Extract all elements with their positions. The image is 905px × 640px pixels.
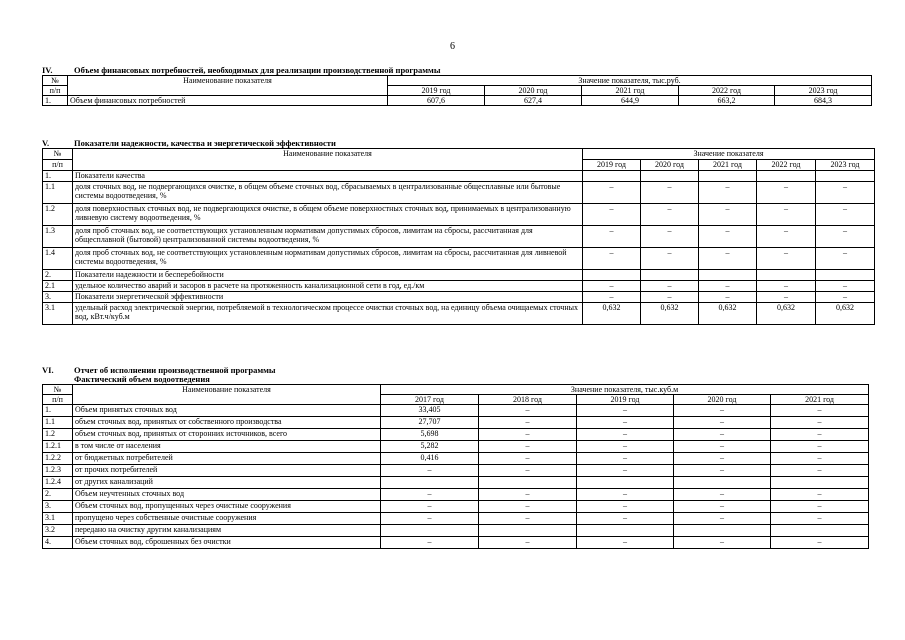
row-value: – [479,417,577,429]
row-value: – [381,537,479,549]
row-value: – [381,513,479,525]
row-value: – [816,292,875,303]
header-indicator-value: Значение показателя, тыс.куб.м [381,385,869,395]
row-value [381,525,479,537]
row-value: – [577,441,674,453]
row-name: объем сточных вод, принятых от собственного производства [73,417,381,429]
header-indicator-name: Наименование показателя [73,385,381,405]
row-value: – [674,489,771,501]
row-value: – [583,292,641,303]
row-value: – [757,281,816,292]
row-name: Показатели качества [73,171,583,182]
header-year: 2022 год [757,160,816,171]
row-value: 0,632 [699,303,757,325]
row-number: 1. [43,171,73,182]
row-value: – [583,204,641,226]
row-value: – [699,281,757,292]
row-value: – [699,204,757,226]
row-value [577,477,674,489]
row-name: Объем сточных вод, пропущенных через очистные сооружения [73,501,381,513]
row-value: – [757,248,816,270]
row-value: – [479,405,577,417]
header-year: 2021 год [582,86,679,96]
row-value: – [641,248,699,270]
row-value: – [583,226,641,248]
table-row [43,537,869,549]
row-value: – [381,501,479,513]
row-value: – [641,182,699,204]
row-value: – [674,429,771,441]
header-number: № [43,385,73,395]
row-value: – [699,182,757,204]
row-value [583,270,641,281]
row-value [641,270,699,281]
row-value: – [577,537,674,549]
row-value: 0,632 [583,303,641,325]
row-value [381,477,479,489]
row-value [771,477,869,489]
row-name: доля проб сточных вод, не соответствующих установленным нормативам допустимых сбросов, лимитам на сбросы, рассчитанная для общесплавной (бытовой) централизованной системы водоотведения, % [73,226,583,248]
row-name: Объем принятых сточных вод [73,405,381,417]
row-value [757,171,816,182]
row-value: – [771,453,869,465]
row-value: – [583,281,641,292]
row-value: – [699,292,757,303]
row-value: 684,3 [775,96,872,106]
row-value: 644,9 [582,96,679,106]
row-value: – [479,513,577,525]
row-number: 2. [43,489,73,501]
row-value: 5,282 [381,441,479,453]
table-row [43,303,875,325]
row-number: 2.1 [43,281,73,292]
header-year: 2020 год [641,160,699,171]
row-value: 27,707 [381,417,479,429]
row-value: – [674,537,771,549]
row-name: Объем неучтенных сточных вод [73,489,381,501]
table-row [43,501,869,513]
header-year: 2021 год [699,160,757,171]
row-value: – [577,453,674,465]
section-number: V. [42,138,50,148]
row-name: доля проб сточных вод, не соответствующих установленным нормативам допустимых сбросов, лимитам на сбросы, рассчитанная для ливневой системы водоотведения, % [73,248,583,270]
row-value: – [771,501,869,513]
row-value: – [771,429,869,441]
row-value: – [479,441,577,453]
reliability-quality-table [42,148,875,325]
row-value [479,525,577,537]
row-value: – [479,465,577,477]
row-value: 33,405 [381,405,479,417]
row-value: – [381,489,479,501]
row-value [771,525,869,537]
header-number: № [43,149,73,160]
row-value: – [577,417,674,429]
row-name: удельный расход электрической энергии, потребляемой в технологическом процессе очистки сточных вод, на единицу объема очищаемых сточных вод, кВт.ч/куб.м [73,303,583,325]
row-value [816,171,875,182]
row-value: – [479,453,577,465]
row-value: – [699,248,757,270]
row-value [674,477,771,489]
page-number: 6 [450,41,455,52]
row-number: 3. [43,292,73,303]
row-value: – [479,537,577,549]
section-title-text: Показатели надежности, качества и энергетической эффективности [74,138,336,148]
header-year: 2021 год [771,395,869,405]
header-year: 2022 год [679,86,775,96]
header-indicator-name: Наименование показателя [68,76,388,96]
header-year: 2020 год [485,86,582,96]
header-year: 2023 год [816,160,875,171]
row-name: Показатели энергетической эффективности [73,292,583,303]
header-year: 2018 год [479,395,577,405]
row-value: 0,632 [641,303,699,325]
row-value: – [816,281,875,292]
row-value [641,171,699,182]
row-value: – [641,226,699,248]
header-year: 2023 год [775,86,872,96]
row-name: от прочих потребителей [73,465,381,477]
section-title [42,139,875,148]
section-financial-needs [42,66,872,106]
row-number: 1.2 [43,429,73,441]
row-name: передано на очистку другим канализациям [73,525,381,537]
table-row [43,182,875,204]
row-number: 3. [43,501,73,513]
table-row [43,405,869,417]
row-value: – [479,501,577,513]
row-value: – [771,441,869,453]
row-value [699,270,757,281]
table-row [43,453,869,465]
row-value: – [816,248,875,270]
section-title-text: Отчет об исполнении производственной программы [74,365,276,375]
row-value [816,270,875,281]
row-value: – [674,513,771,525]
row-name: от других канализаций [73,477,381,489]
row-value: – [577,513,674,525]
row-value: – [583,248,641,270]
table-row [43,292,875,303]
table-row [43,226,875,248]
table-row [43,204,875,226]
table-row [43,525,869,537]
row-value [577,525,674,537]
table-row [43,248,875,270]
row-number: 1.4 [43,248,73,270]
row-value: – [771,513,869,525]
row-value: – [757,204,816,226]
row-name: от бюджетных потребителей [73,453,381,465]
row-value: – [757,292,816,303]
header-number-pp: п/п [43,395,73,405]
row-value: – [771,489,869,501]
row-value [699,171,757,182]
table-row [43,477,869,489]
row-value: 0,416 [381,453,479,465]
section-subtitle: Фактический объем водоотведения [74,374,210,384]
header-year: 2017 год [381,395,479,405]
row-value: – [381,465,479,477]
row-value: – [583,182,641,204]
row-number: 1. [43,405,73,417]
row-value: – [577,501,674,513]
table-row [43,417,869,429]
row-name: Объем финансовых потребностей [68,96,388,106]
row-name: Показатели надежности и бесперебойности [73,270,583,281]
row-number: 1.3 [43,226,73,248]
row-number: 1.1 [43,182,73,204]
header-year: 2020 год [674,395,771,405]
row-value: 0,632 [757,303,816,325]
row-value [583,171,641,182]
row-value: – [816,182,875,204]
header-indicator-value: Значение показателя [583,149,875,160]
row-number: 2. [43,270,73,281]
row-value: – [577,429,674,441]
header-indicator-value: Значение показателя, тыс.руб. [388,76,872,86]
row-value: – [641,292,699,303]
row-value: – [479,489,577,501]
row-number: 1.2.1 [43,441,73,453]
table-row [43,96,872,106]
header-year: 2019 год [577,395,674,405]
row-number: 1. [43,96,68,106]
row-number: 1.1 [43,417,73,429]
row-value [674,525,771,537]
row-number: 4. [43,537,73,549]
row-value: – [757,182,816,204]
header-year: 2019 год [388,86,485,96]
row-value: – [771,417,869,429]
row-value: – [771,405,869,417]
row-value: – [771,465,869,477]
section-number: IV. [42,65,53,75]
row-value: – [674,405,771,417]
row-name: объем сточных вод, принятых от сторонних источников, всего [73,429,381,441]
table-row [43,281,875,292]
table-row [43,441,869,453]
table-row [43,429,869,441]
row-number: 1.2.3 [43,465,73,477]
header-number-pp: п/п [43,86,68,96]
section-number: VI. [42,365,54,375]
row-value: – [816,226,875,248]
section-reliability-quality [42,139,875,325]
row-value: 627,4 [485,96,582,106]
row-value: – [699,226,757,248]
header-number: № [43,76,68,86]
row-number: 1.2.4 [43,477,73,489]
financial-needs-table [42,75,872,106]
row-name: пропущено через собственные очистные сооружения [73,513,381,525]
row-name: Объем сточных вод, сброшенных без очистки [73,537,381,549]
row-name: в том числе от населения [73,441,381,453]
row-value: – [674,441,771,453]
row-value: – [771,537,869,549]
row-number: 3.1 [43,303,73,325]
row-value: – [577,489,674,501]
row-number: 1.2 [43,204,73,226]
row-number: 3.2 [43,525,73,537]
row-value: – [674,501,771,513]
section-program-report [42,366,869,549]
table-row [43,513,869,525]
header-year: 2019 год [583,160,641,171]
row-value: – [577,465,674,477]
row-value: – [674,465,771,477]
row-value: – [641,204,699,226]
table-row [43,171,875,182]
row-value [757,270,816,281]
row-value: – [674,417,771,429]
row-value: – [816,204,875,226]
section-title [42,66,872,75]
drainage-volume-table [42,384,869,549]
row-value: 5,698 [381,429,479,441]
row-value: – [674,453,771,465]
row-value: 607,6 [388,96,485,106]
row-value: – [757,226,816,248]
row-value: 0,632 [816,303,875,325]
header-number-pp: п/п [43,160,73,171]
row-name: доля сточных вод, не подвергающихся очистке, в общем объеме сточных вод, сбрасываемых в централизованные общесплавные или бытовые системы водоотведения, % [73,182,583,204]
row-value: – [479,429,577,441]
section-title-text: Объем финансовых потребностей, необходимых для реализации производственной программы [74,65,441,75]
row-value [479,477,577,489]
table-row [43,270,875,281]
table-row [43,489,869,501]
row-value: – [641,281,699,292]
row-value: – [577,405,674,417]
row-number: 3.1 [43,513,73,525]
row-name: удельное количество аварий и засоров в расчете на протяженность канализационной сети в год, ед./км [73,281,583,292]
header-indicator-name: Наименование показателя [73,149,583,171]
row-name: доля поверхностных сточных вод, не подвергающихся очистке, в общем объеме поверхностных сточных вод, принимаемых в централизованную ливневую систему водоотведения, % [73,204,583,226]
table-row [43,465,869,477]
row-value: 663,2 [679,96,775,106]
row-number: 1.2.2 [43,453,73,465]
